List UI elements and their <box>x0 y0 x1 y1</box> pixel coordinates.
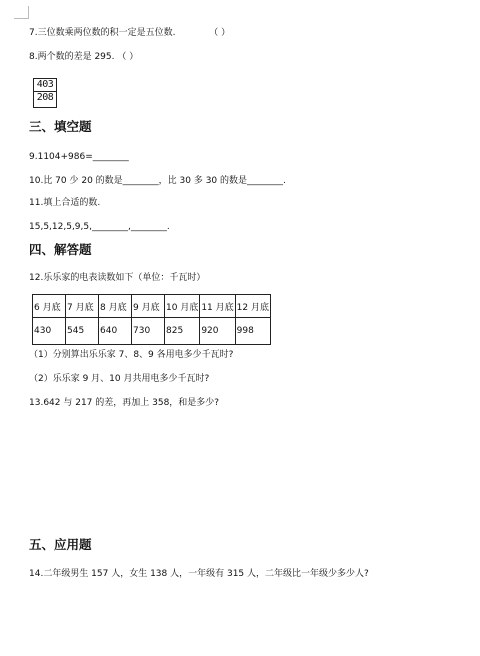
question-7 <box>29 27 230 39</box>
question-12: 12.乐乐家的电表读数如下（单位：千瓦时） <box>29 273 206 283</box>
page-corner-mark <box>14 6 29 19</box>
number-figure <box>33 78 57 108</box>
question-11-sequence: 15,5,12,5,9,5,________,________. <box>29 222 170 232</box>
question-7-text: 7.三位数乘两位数的积一定是五位数. <box>29 28 176 38</box>
table-value-cell: 998 <box>235 318 270 345</box>
table-value-cell: 545 <box>66 318 99 345</box>
table-value-cell: 640 <box>99 318 132 345</box>
question-12-part-2: （2）乐乐家 9 月、10 月共用电多少千瓦时? <box>29 374 210 384</box>
question-9: 9.1104+986=________ <box>29 152 129 162</box>
table-header-cell: 12 月底 <box>235 295 270 318</box>
question-11: 11.填上合适的数. <box>29 198 101 208</box>
table-header-cell: 10 月底 <box>165 295 200 318</box>
section-4-heading: 四、解答题 <box>29 242 92 257</box>
table-value-cell: 430 <box>33 318 66 345</box>
question-8-answer-blank[interactable]: （ ） <box>117 52 139 62</box>
question-13: 13.642 与 217 的差，再加上 358，和是多少? <box>29 398 220 408</box>
table-header-row <box>33 295 271 318</box>
figure-number-top: 403 <box>36 79 54 90</box>
table-header-cell: 11 月底 <box>200 295 235 318</box>
question-10: 10.比 70 少 20 的数是________，比 30 多 30 的数是________. <box>29 176 286 186</box>
section-5-heading: 五、应用题 <box>29 537 92 552</box>
figure-number-bottom: 208 <box>34 91 56 104</box>
table-value-cell: 920 <box>200 318 235 345</box>
section-3-heading: 三、填空题 <box>29 119 92 134</box>
meter-reading-table <box>32 294 271 345</box>
table-header-cell: 9 月底 <box>132 295 165 318</box>
question-7-answer-blank[interactable]: （ ） <box>209 28 231 38</box>
table-header-cell: 7 月底 <box>66 295 99 318</box>
question-8 <box>29 51 138 63</box>
table-value-cell: 825 <box>165 318 200 345</box>
question-12-part-1: （1）分别算出乐乐家 7、8、9 各用电多少千瓦时? <box>29 350 234 360</box>
question-14: 14.二年级男生 157 人，女生 138 人，一年级有 315 人，二年级比一年级少多少人? <box>29 569 369 579</box>
table-header-cell: 6 月底 <box>33 295 66 318</box>
table-value-cell: 730 <box>132 318 165 345</box>
table-header-cell: 8 月底 <box>99 295 132 318</box>
question-8-text: 8.两个数的差是 295. <box>29 52 115 62</box>
table-value-row <box>33 318 271 345</box>
